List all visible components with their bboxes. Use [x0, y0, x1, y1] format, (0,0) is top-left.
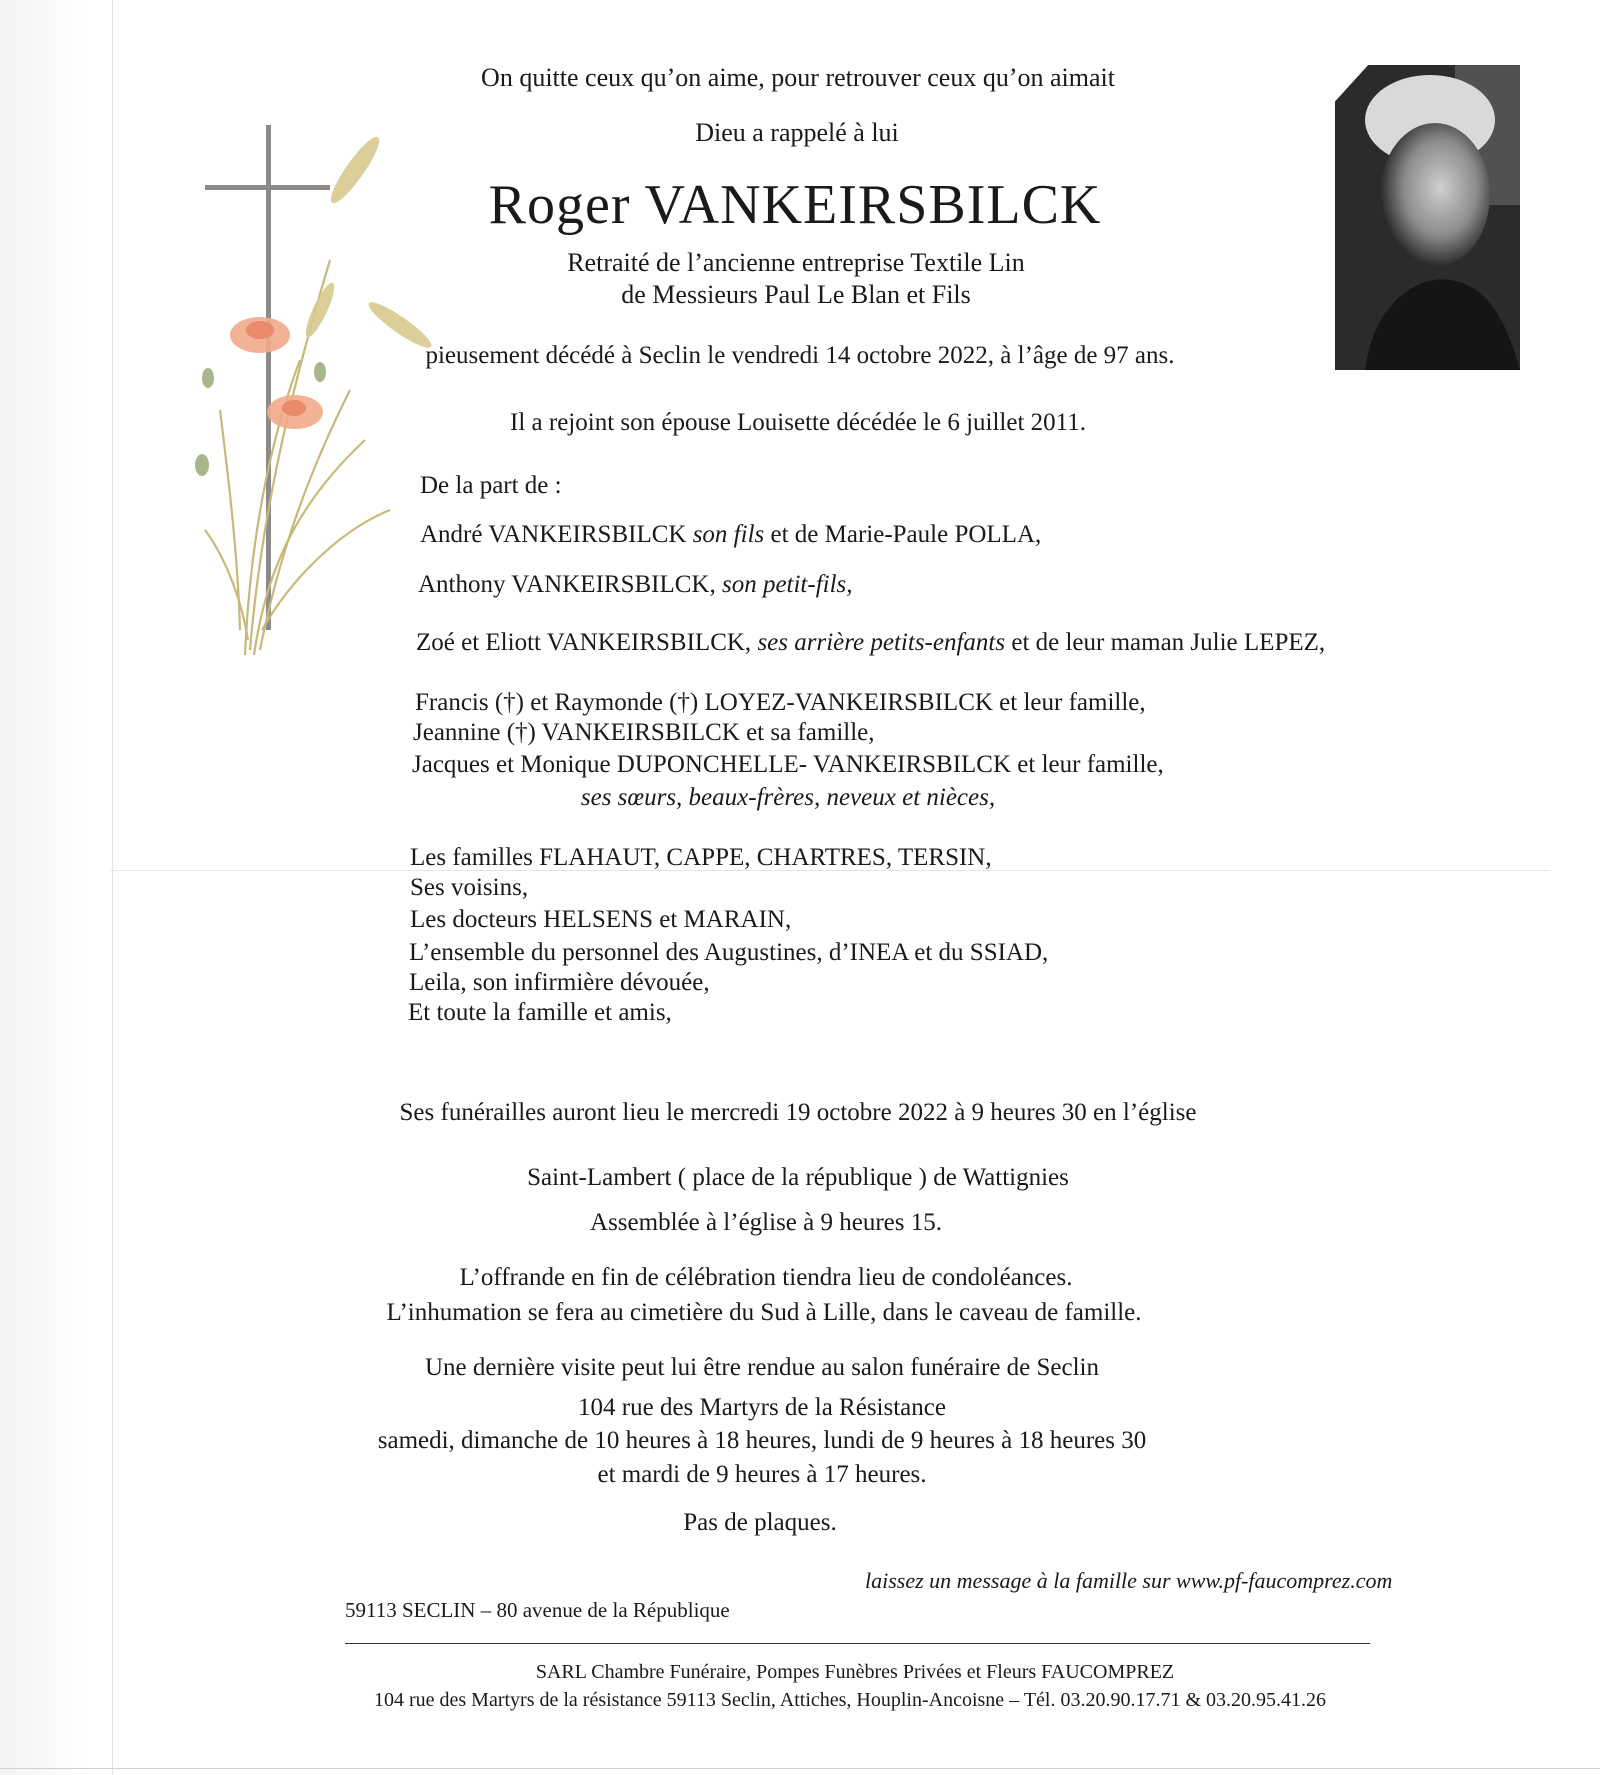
occupation-line-1: Retraité de l’ancienne entreprise Textile Lin [567, 248, 1025, 277]
siblings-relation: ses sœurs, beaux-frères, neveux et nièces, [580, 784, 996, 811]
family-andre-relation: son fils [692, 521, 765, 548]
occupation-line-2: de Messieurs Paul Le Blan et Fils [621, 280, 971, 309]
portrait-image [1335, 65, 1520, 370]
assembly-time: Assemblée à l’église à 9 heures 15. [590, 1209, 942, 1236]
company-address: 104 rue des Martyrs de la résistance 59113 Seclin, Attiches, Houplin-Ancoisne – Tél. 03.20.90.17.71 & 03.20.95.41.26 [373, 1689, 1327, 1711]
seclin-address: 59113 SECLIN – 80 avenue de la République [345, 1598, 730, 1622]
funeral-line-1: Ses funérailles auront lieu le mercredi 19 octobre 2022 à 9 heures 30 en l’église [399, 1099, 1197, 1126]
page-bottom-edge [0, 1768, 1600, 1769]
others-line-2: Ses voisins, [410, 874, 529, 901]
spouse-note: Il a rejoint son épouse Louisette décédée le 6 juillet 2011. [510, 409, 1086, 436]
visit-line-3: samedi, dimanche de 10 heures à 18 heures, lundi de 9 heures à 18 heures 30 [377, 1427, 1147, 1454]
family-anthony-relation: son petit-fils, [721, 571, 853, 598]
company-name: SARL Chambre Funéraire, Pompes Funèbres Privées et Fleurs FAUCOMPREZ [535, 1661, 1175, 1683]
called-to-god: Dieu a rappelé à lui [695, 118, 899, 147]
family-andre-name: André VANKEIRSBILCK [420, 521, 693, 548]
family-anthony [418, 572, 853, 597]
page-edge [112, 0, 113, 1775]
cross-icon [205, 125, 330, 630]
family-andre-rest: et de Marie-Paule POLLA, [764, 521, 1042, 548]
footer-divider [345, 1643, 1370, 1644]
family-anthony-name: Anthony VANKEIRSBILCK, [418, 571, 722, 598]
others-line-5: Leila, son infirmière dévouée, [409, 969, 710, 996]
others-line-1: Les familles FLAHAUT, CAPPE, CHARTRES, TERSIN, [410, 844, 992, 871]
death-announcement: pieusement décédé à Seclin le vendredi 14 octobre 2022, à l’âge de 97 ans. [425, 342, 1175, 369]
message-link[interactable]: laissez un message à la famille sur www.pf-faucomprez.com [865, 1568, 1393, 1593]
family-andre [420, 522, 1041, 547]
family-intro: De la part de : [420, 472, 562, 499]
siblings-line-1: Francis (†) et Raymonde (†) LOYEZ-VANKEIRSBILCK et leur famille, [415, 689, 1146, 716]
offering-note: L’offrande en fin de célébration tiendra lieu de condoléances. [459, 1264, 1073, 1291]
family-zoe-name: Zoé et Eliott VANKEIRSBILCK, [416, 629, 758, 656]
siblings-line-3: Jacques et Monique DUPONCHELLE- VANKEIRSBILCK et leur famille, [412, 751, 1164, 778]
burial-note: L’inhumation se fera au cimetière du Sud à Lille, dans le caveau de famille. [386, 1299, 1142, 1326]
wheat-ears-icon [301, 132, 436, 353]
family-zoe-relation: ses arrière petits-enfants [757, 629, 1006, 656]
visit-line-2: 104 rue des Martyrs de la Résistance [578, 1394, 946, 1421]
opening-quote: On quitte ceux qu’on aime, pour retrouver ceux qu’on aimait [481, 63, 1115, 92]
funeral-line-2: Saint-Lambert ( place de la république ) de Wattignies [527, 1164, 1069, 1191]
visit-line-4: et mardi de 9 heures à 17 heures. [597, 1461, 927, 1488]
wheat-stems-icon [205, 260, 390, 655]
others-line-3: Les docteurs HELSENS et MARAIN, [410, 906, 792, 933]
others-line-6: Et toute la famille et amis, [408, 999, 672, 1026]
deceased-name: Roger VANKEIRSBILCK [488, 174, 1102, 236]
visit-line-1: Une dernière visite peut lui être rendue au salon funéraire de Seclin [424, 1354, 1100, 1381]
others-line-4: L’ensemble du personnel des Augustines, d’INEA et du SSIAD, [409, 939, 1049, 966]
family-zoe-rest: et de leur maman Julie LEPEZ, [1005, 629, 1326, 656]
no-plaques-note: Pas de plaques. [683, 1509, 837, 1536]
siblings-line-2: Jeannine (†) VANKEIRSBILCK et sa famille, [413, 719, 875, 746]
family-zoe [416, 630, 1325, 655]
portrait-photo [1335, 65, 1520, 370]
